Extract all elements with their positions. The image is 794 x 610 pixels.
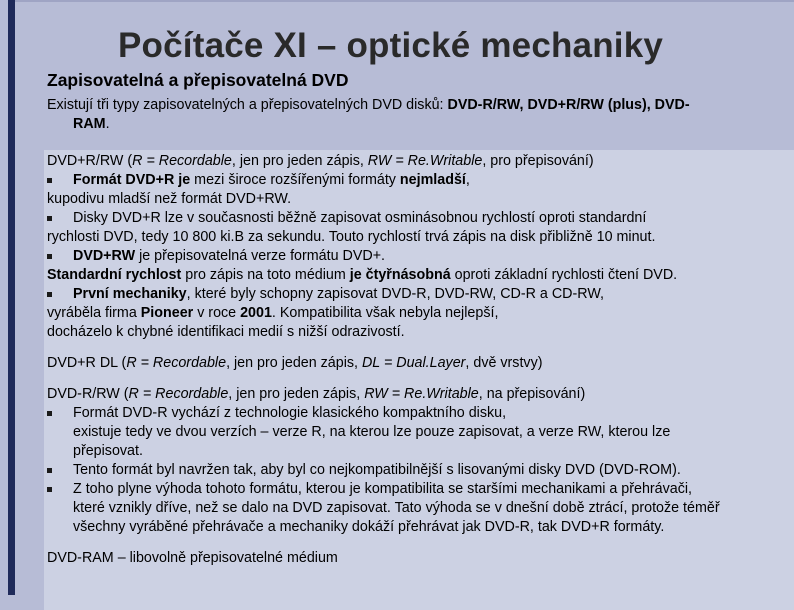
heading-name: DVD-RAM [47, 550, 114, 566]
text: , které byly schopny zapisovat DVD-R, DVD-RW, CD-R a CD-RW, [186, 286, 604, 302]
list-item: Formát DVD-R vychází z technologie klasického kompaktního disku, [47, 404, 794, 423]
heading-name: DVD+R/RW [47, 153, 124, 169]
text-line: rychlosti DVD, tedy 10 800 ki.B za sekundu. Touto rychlostí trvá zápis na disk přibližně 10 minut. [47, 229, 656, 245]
text-line: všechny vyráběné přehrávače a mechaniky dokáží přehrávat jak DVD-R, tak DVD+R formáty. [73, 519, 665, 535]
intro-formats: DVD-R/RW, DVD+R/RW (plus), DVD- [447, 97, 690, 113]
heading-text: – libovolně přepisovatelné médium [113, 550, 338, 566]
list-item: Disky DVD+R lze v současnosti běžně zapisovat osminásobnou rychlostí oproti standardní [47, 209, 794, 228]
heading-italic: R = Recordable [126, 355, 227, 371]
bold-text: První mechaniky [73, 286, 187, 302]
bold-text: Standardní rychlost [47, 267, 182, 283]
section-heading-dvd-plus [47, 152, 794, 171]
intro-ram: RAM [73, 116, 106, 132]
intro-line-1 [47, 96, 782, 115]
heading-text: , pro přepisování) [482, 153, 594, 169]
spacer [47, 373, 794, 385]
heading-italic: DL = Dual.Layer [361, 355, 466, 371]
bold-text: je čtyřnásobná [349, 267, 451, 283]
heading-italic: RW = Re.Writable [364, 386, 479, 402]
section-heading-dvd-dl [47, 354, 794, 373]
text: je přepisovatelná verze formátu DVD+. [135, 248, 386, 264]
heading-italic: RW = Re.Writable [367, 153, 483, 169]
content-text [47, 152, 794, 568]
intro-period: . [105, 116, 110, 132]
intro-paragraph [47, 96, 782, 134]
text: . Kompatibilita však nebyla nejlepší, [271, 305, 499, 321]
heading-paren: ( [117, 355, 127, 371]
intro-line-2 [47, 115, 782, 134]
text-line: existuje tedy ve dvou verzích – verze R, na kterou lze pouze zapisovat, a verze RW, kterou lze [73, 424, 671, 440]
list-item [47, 247, 794, 266]
heading-italic: R = Recordable [128, 386, 229, 402]
heading-paren: ( [119, 386, 129, 402]
text-line: kupodivu mladší než formát DVD+RW. [47, 191, 292, 207]
text: mezi široce rozšířenými formáty [190, 172, 400, 188]
text: , [465, 172, 470, 188]
heading-paren: ( [123, 153, 133, 169]
left-accent-bar [8, 0, 15, 595]
heading-text: , jen pro jeden zápis, [231, 153, 368, 169]
list-item: Z toho plyne výhoda tohoto formátu, kterou je kompatibilita se staršími mechanikami a přehrávači, [47, 480, 794, 499]
top-border [15, 0, 794, 2]
bold-text: Pioneer [140, 305, 194, 321]
bold-text: 2001 [240, 305, 272, 321]
slide-subtitle: Zapisovatelná a přepisovatelná DVD [47, 70, 349, 90]
list-item [47, 171, 794, 190]
bold-text: nejmladší [399, 172, 466, 188]
heading-italic: R = Recordable [132, 153, 232, 169]
section-heading-dvd-ram [47, 549, 794, 568]
text-line [47, 266, 794, 285]
intro-text: Existují tři typy zapisovatelných a přepisovatelných DVD disků: [47, 97, 448, 113]
text: v roce [193, 305, 241, 321]
heading-text: , jen pro jeden zápis, [226, 355, 362, 371]
text: vyráběla firma [47, 305, 141, 321]
heading-name: DVD-R/RW [47, 386, 120, 402]
text: pro zápis na toto médium [181, 267, 350, 283]
spacer [47, 537, 794, 549]
bold-text: DVD+RW [73, 248, 136, 264]
heading-text: , jen pro jeden zápis, [228, 386, 365, 402]
heading-text: , dvě vrstvy) [465, 355, 543, 371]
spacer [47, 342, 794, 354]
text: oproti základní rychlosti čtení DVD. [450, 267, 678, 283]
section-heading-dvd-minus [47, 385, 794, 404]
bold-text: Formát DVD+R je [73, 172, 191, 188]
text-line [47, 304, 794, 323]
text-line: které vznikly dříve, než se dalo na DVD zapisovat. Tato výhoda se v dnešní době ztrácí, protože téměř [73, 500, 720, 516]
slide-title: Počítače XI – optické mechaniky [118, 26, 664, 65]
text-line: přepisovat. [73, 443, 143, 459]
list-item [47, 285, 794, 304]
heading-text: , na přepisování) [478, 386, 586, 402]
list-item: Tento formát byl navržen tak, aby byl co nejkompatibilnější s lisovanými disky DVD (DVD-ROM). [47, 461, 794, 480]
text-line: docházelo k chybné identifikaci medií s nižší odrazivostí. [47, 324, 405, 340]
heading-name: DVD+R DL [47, 355, 118, 371]
